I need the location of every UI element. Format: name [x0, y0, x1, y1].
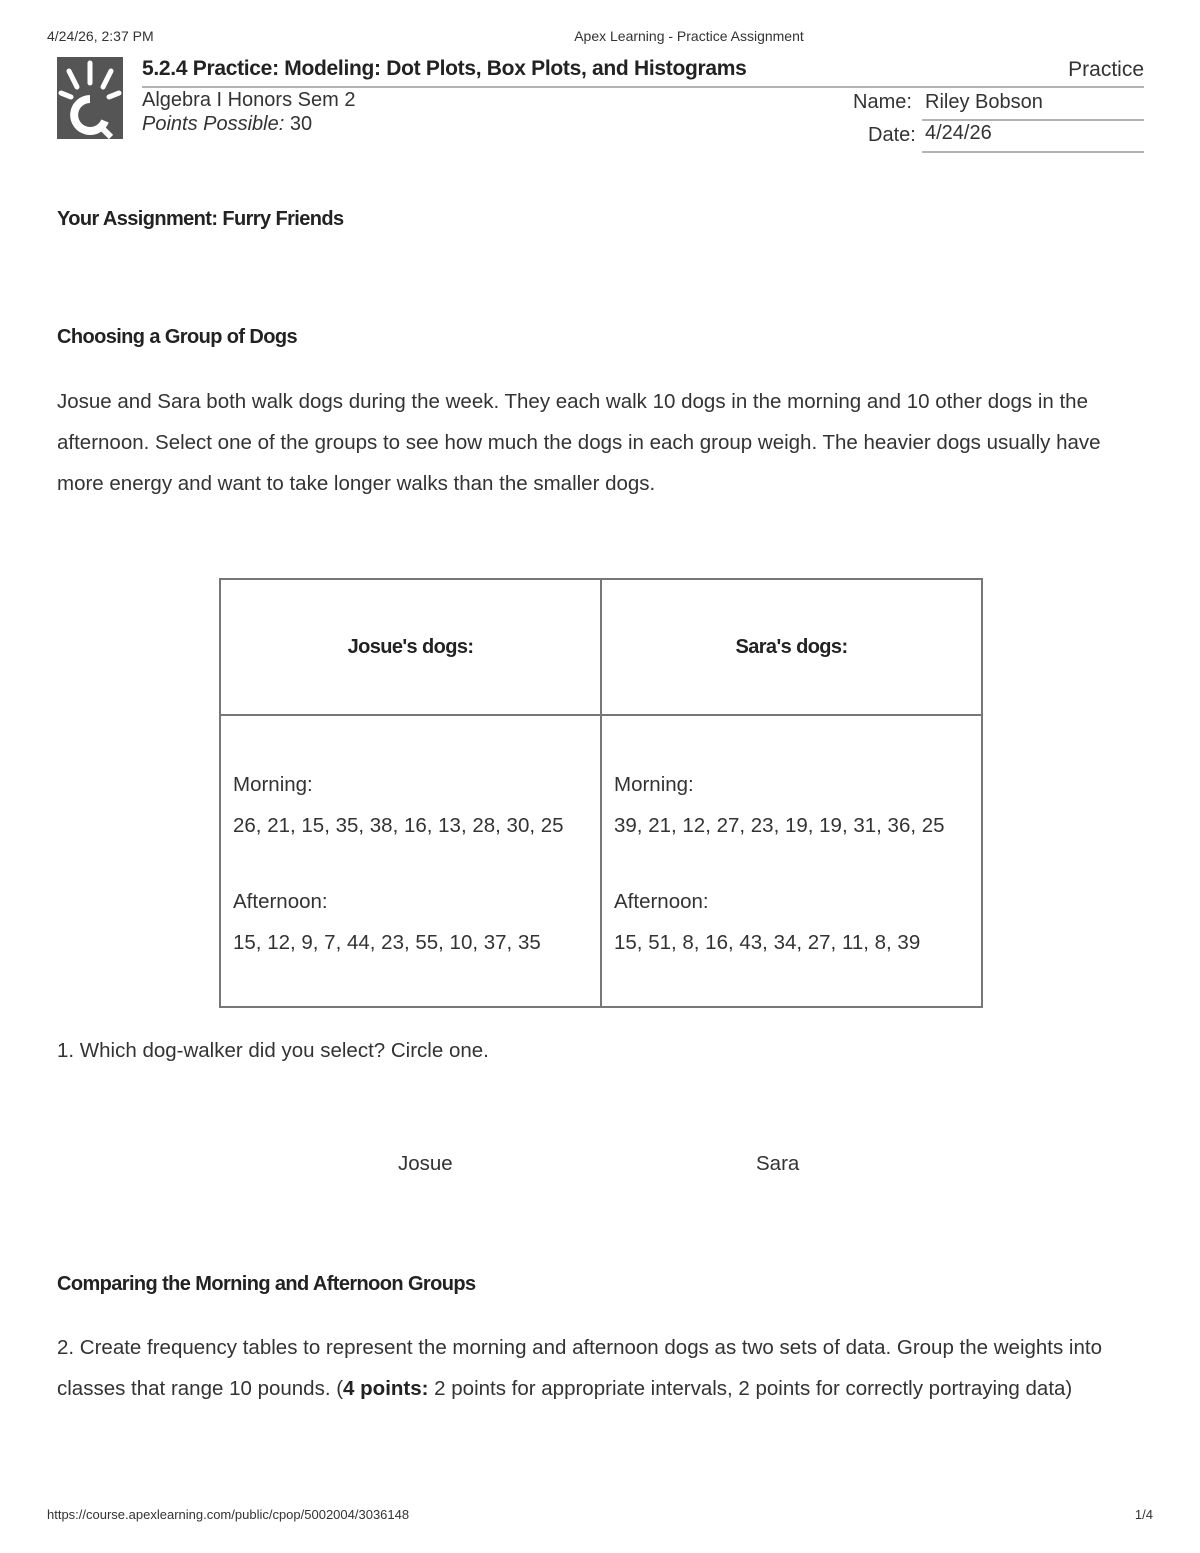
- assignment-type: Practice: [1068, 58, 1144, 81]
- name-field[interactable]: Riley Bobson: [925, 91, 1043, 113]
- morning-label: Morning:: [614, 773, 694, 796]
- date-field[interactable]: 4/24/26: [925, 122, 992, 144]
- choice-sara[interactable]: Sara: [756, 1152, 800, 1175]
- assignment-heading: Your Assignment: Furry Friends: [57, 208, 344, 230]
- date-label: Date:: [868, 124, 916, 146]
- question-1: 1. Which dog-walker did you select? Circle one.: [57, 1039, 489, 1062]
- print-url: https://course.apexlearning.com/public/cpop/5002004/3036148: [47, 1507, 410, 1522]
- question-2-text: 2. Create frequency tables to represent the morning and afternoon dogs as two sets of data. Group the weights into classes that range 10 pounds. (: [57, 1336, 1102, 1400]
- morning-label: Morning:: [233, 773, 313, 796]
- points-value: 30: [289, 113, 313, 135]
- dog-weights-table: [219, 578, 983, 1008]
- choice-josue[interactable]: Josue: [398, 1152, 453, 1175]
- afternoon-values: 15, 12, 9, 7, 44, 23, 55, 10, 37, 35: [233, 931, 541, 954]
- morning-values: 26, 21, 15, 35, 38, 16, 13, 28, 30, 25: [233, 814, 564, 837]
- question-2: [57, 1327, 1147, 1409]
- morning-values: 39, 21, 12, 27, 23, 19, 19, 31, 36, 25: [614, 814, 945, 837]
- afternoon-values: 15, 51, 8, 16, 43, 34, 27, 11, 8, 39: [614, 931, 921, 954]
- name-label: Name:: [853, 91, 912, 113]
- date-underline: [922, 151, 1144, 153]
- name-underline: [922, 119, 1144, 121]
- afternoon-label: Afternoon:: [233, 890, 328, 913]
- question-2-points: 4 points:: [343, 1377, 429, 1400]
- table-header-josue: Josue's dogs:: [220, 579, 601, 715]
- section1-heading: Choosing a Group of Dogs: [57, 326, 298, 348]
- print-datetime: 4/24/26, 2:37 PM: [47, 28, 154, 44]
- points-label: Points Possible:: [142, 113, 285, 135]
- print-page-count: 1/4: [1134, 1507, 1153, 1522]
- intro-paragraph: Josue and Sara both walk dogs during the week. They each walk 10 dogs in the morning and 10 other dogs in the afternoon. Select one of the groups to see how much the dogs in each group weigh. The heavier dogs usually have more energy and want to take longer walks than the smaller dogs.: [57, 390, 1101, 495]
- question-2-text-end: 2 points for appropriate intervals, 2 points for correctly portraying data): [428, 1377, 1073, 1400]
- print-page-title: Apex Learning - Practice Assignment: [574, 28, 804, 44]
- section2-heading: Comparing the Morning and Afternoon Groups: [57, 1273, 476, 1295]
- table-header-sara: Sara's dogs:: [601, 579, 982, 715]
- points-possible: [142, 113, 312, 136]
- josue-data-cell: [220, 715, 601, 1007]
- afternoon-label: Afternoon:: [614, 890, 709, 913]
- apex-learning-logo-icon: [57, 57, 123, 139]
- assignment-title: 5.2.4 Practice: Modeling: Dot Plots, Box Plots, and Histograms: [142, 57, 747, 80]
- sara-data-cell: [601, 715, 982, 1007]
- course-name: Algebra I Honors Sem 2: [142, 89, 356, 111]
- title-divider: [142, 86, 1144, 88]
